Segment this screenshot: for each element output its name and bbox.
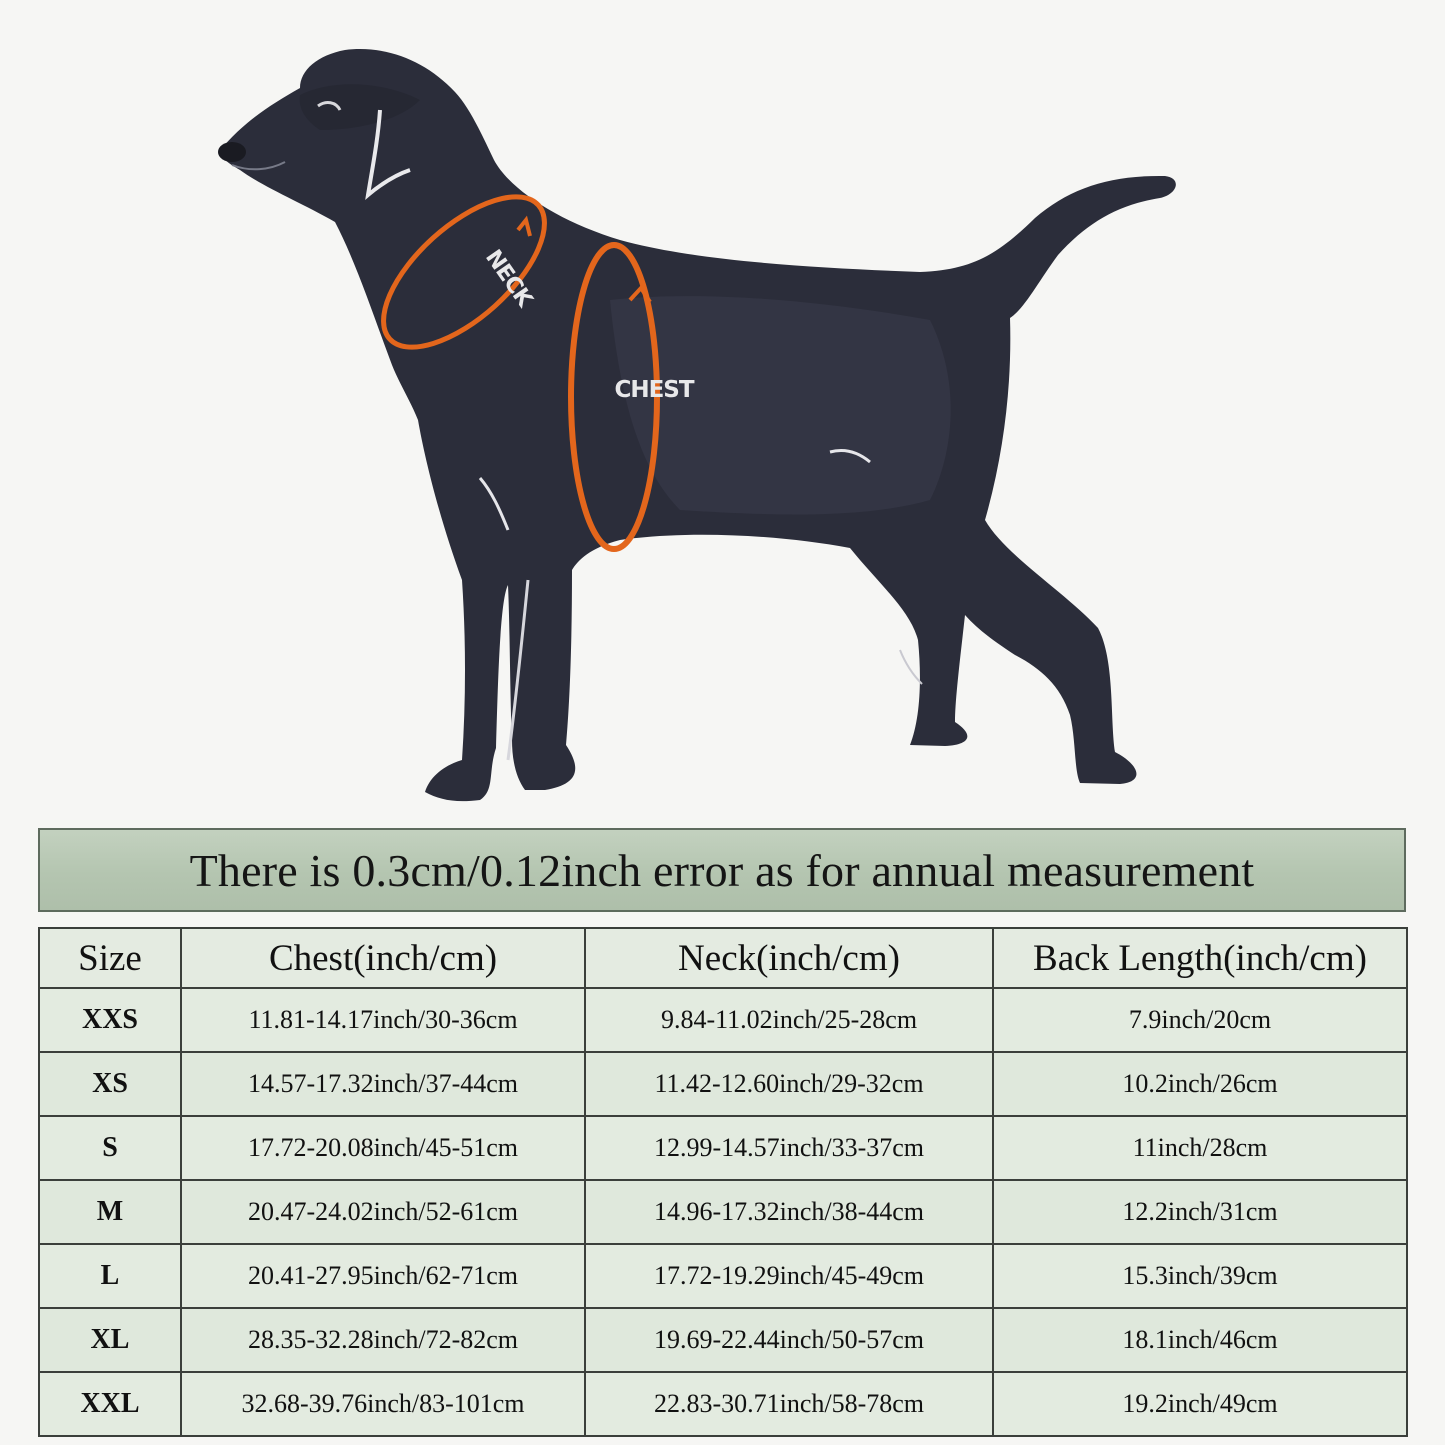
table-row (39, 1244, 1407, 1308)
dog-silhouette-icon (218, 49, 1176, 801)
back-length-cell: 19.2inch/49cm (993, 1372, 1407, 1436)
chest-cell: 28.35-32.28inch/72-82cm (181, 1308, 585, 1372)
table-row (39, 1372, 1407, 1436)
back-length-cell: 10.2inch/26cm (993, 1052, 1407, 1116)
chest-cell: 20.47-24.02inch/52-61cm (181, 1180, 585, 1244)
back-length-cell: 12.2inch/31cm (993, 1180, 1407, 1244)
table-header-row (39, 928, 1407, 988)
chest-cell: 17.72-20.08inch/45-51cm (181, 1116, 585, 1180)
back-length-cell: 18.1inch/46cm (993, 1308, 1407, 1372)
notice-text: There is 0.3cm/0.12inch error as for annual measurement (189, 844, 1255, 896)
back-length-cell: 7.9inch/20cm (993, 988, 1407, 1052)
neck-cell: 19.69-22.44inch/50-57cm (585, 1308, 993, 1372)
size-cell: S (39, 1116, 181, 1180)
header-back-length: Back Length(inch/cm) (993, 928, 1407, 988)
size-cell: L (39, 1244, 181, 1308)
size-cell: XXL (39, 1372, 181, 1436)
size-cell: XXS (39, 988, 181, 1052)
neck-cell: 17.72-19.29inch/45-49cm (585, 1244, 993, 1308)
table-row (39, 988, 1407, 1052)
size-cell: XL (39, 1308, 181, 1372)
neck-cell: 12.99-14.57inch/33-37cm (585, 1116, 993, 1180)
neck-cell: 14.96-17.32inch/38-44cm (585, 1180, 993, 1244)
header-neck: Neck(inch/cm) (585, 928, 993, 988)
neck-cell: 11.42-12.60inch/29-32cm (585, 1052, 993, 1116)
table-row (39, 1180, 1407, 1244)
chest-cell: 20.41-27.95inch/62-71cm (181, 1244, 585, 1308)
size-cell: XS (39, 1052, 181, 1116)
table-row (39, 1116, 1407, 1180)
back-length-cell: 11inch/28cm (993, 1116, 1407, 1180)
measurement-error-notice (38, 828, 1406, 912)
chest-label: CHEST (614, 377, 694, 403)
neck-cell: 9.84-11.02inch/25-28cm (585, 988, 993, 1052)
table-row (39, 1052, 1407, 1116)
size-cell: M (39, 1180, 181, 1244)
chest-cell: 11.81-14.17inch/30-36cm (181, 988, 585, 1052)
chest-cell: 32.68-39.76inch/83-101cm (181, 1372, 585, 1436)
back-length-cell: 15.3inch/39cm (993, 1244, 1407, 1308)
header-size: Size (39, 928, 181, 988)
chest-cell: 14.57-17.32inch/37-44cm (181, 1052, 585, 1116)
table-row (39, 1308, 1407, 1372)
neck-label: NECK (480, 245, 537, 312)
header-chest: Chest(inch/cm) (181, 928, 585, 988)
neck-cell: 22.83-30.71inch/58-78cm (585, 1372, 993, 1436)
size-chart-table (38, 927, 1408, 1437)
